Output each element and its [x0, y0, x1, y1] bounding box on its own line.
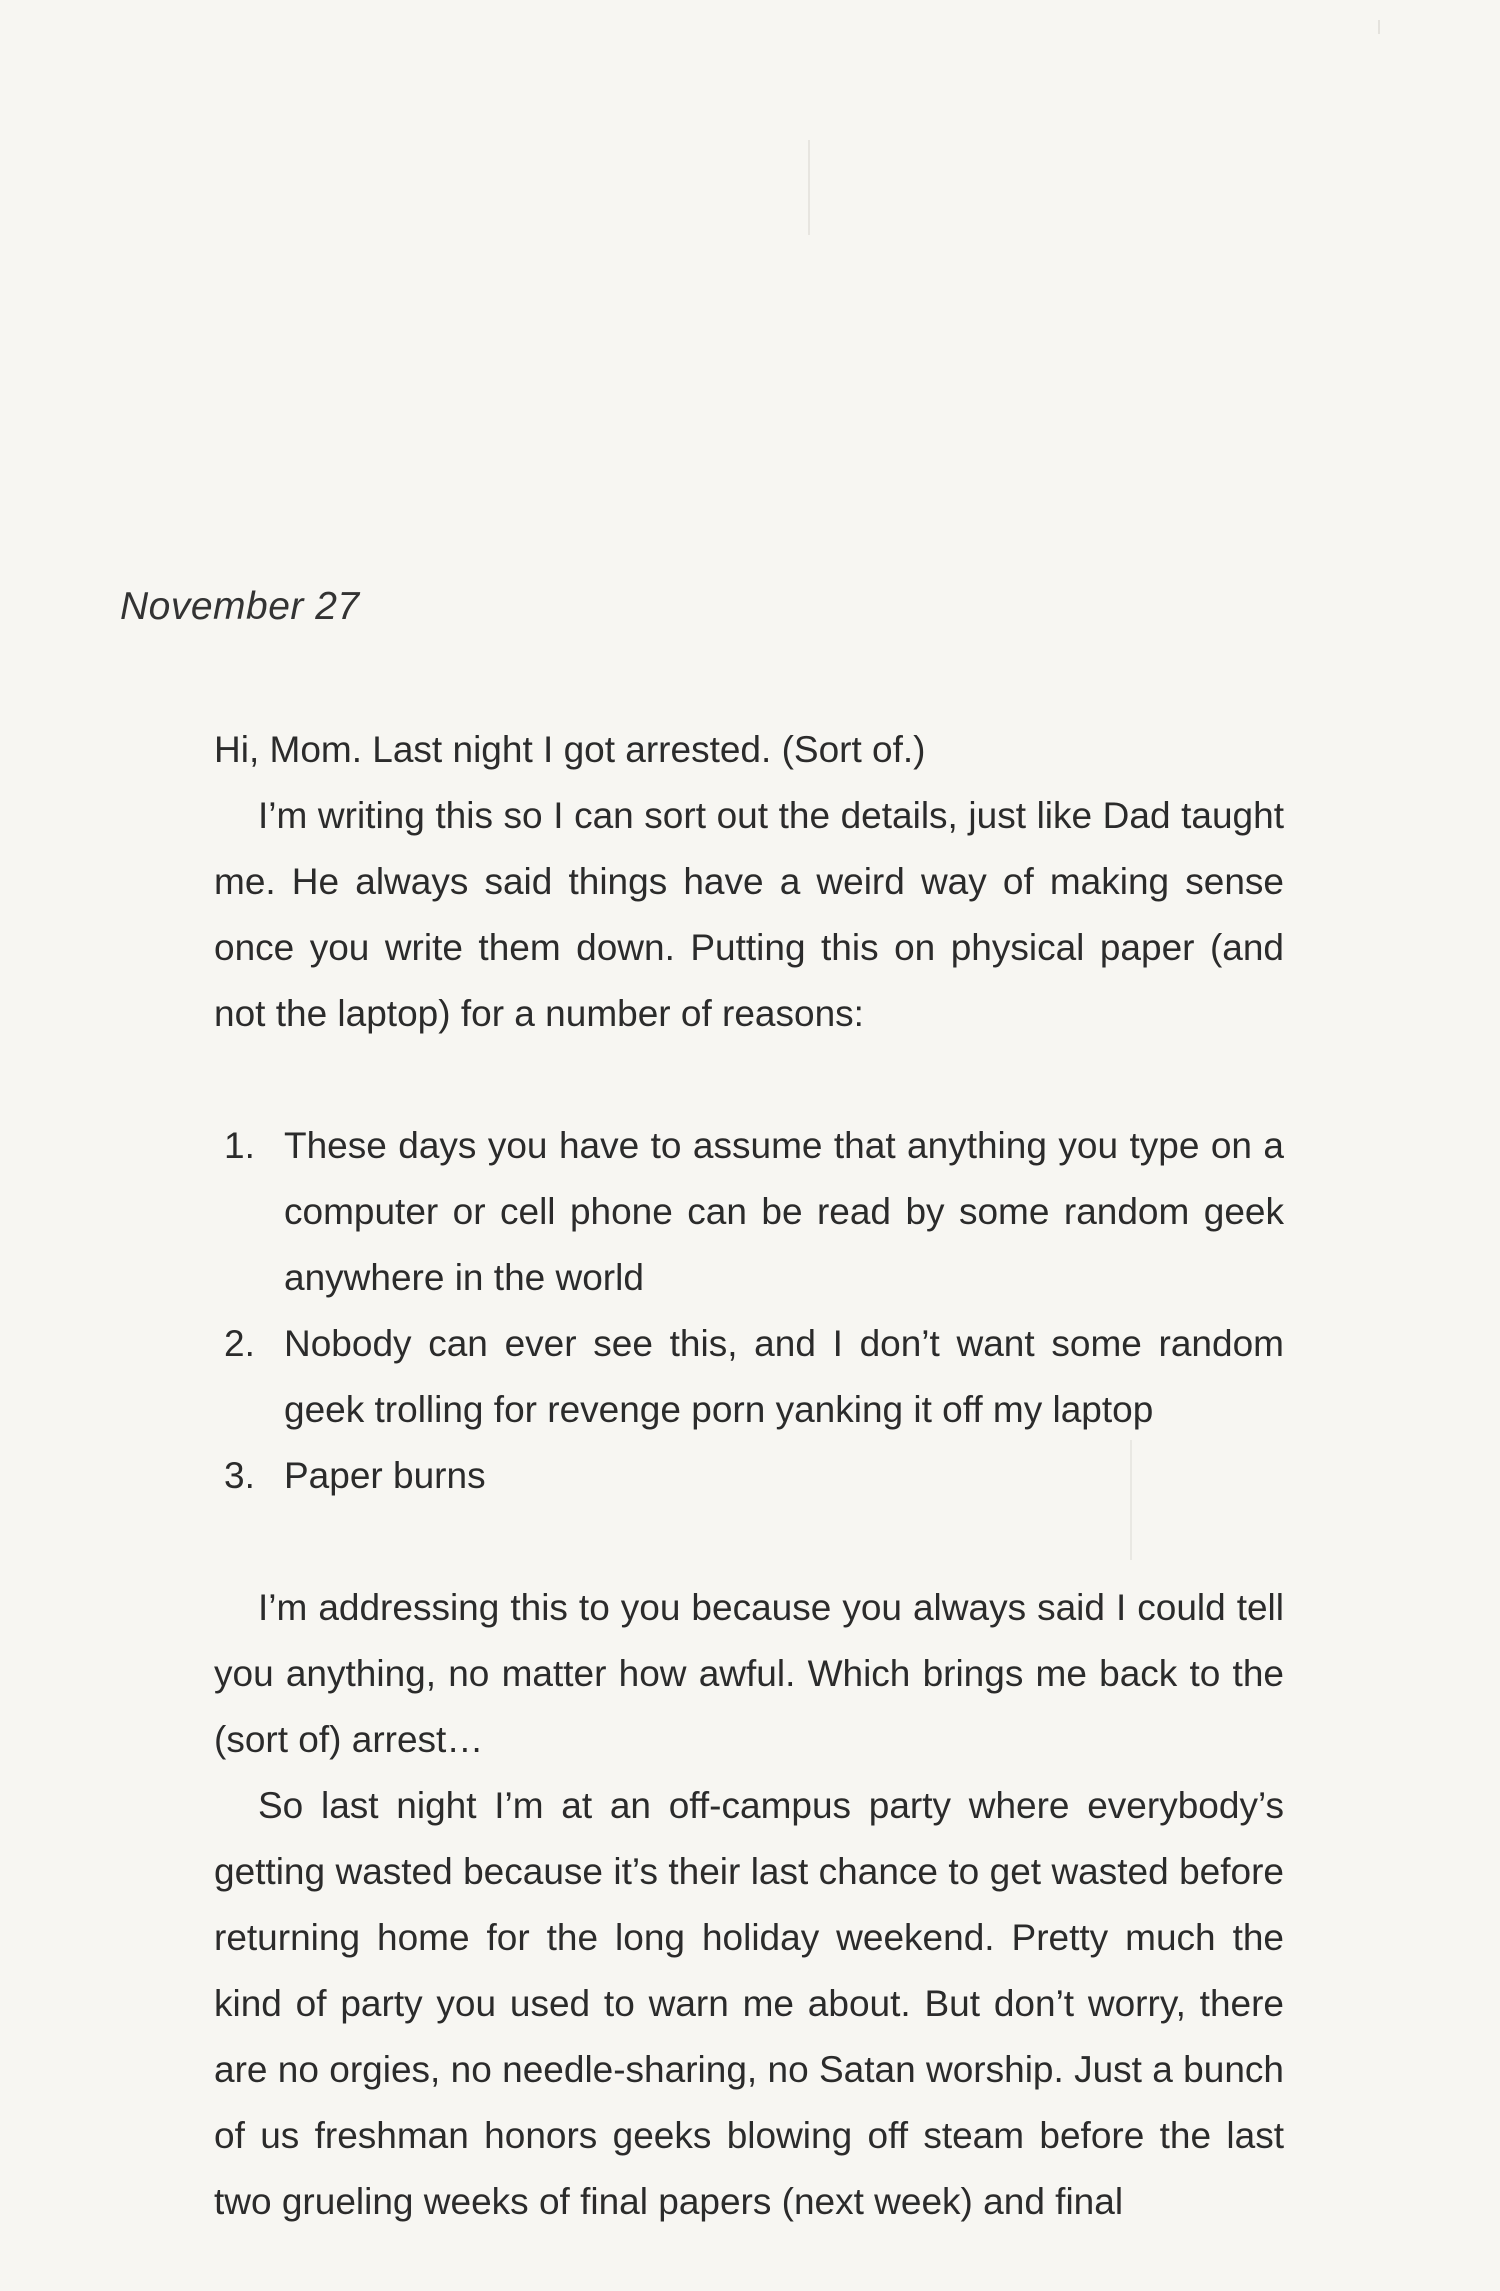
scan-mark — [808, 140, 810, 235]
list-number: 2. — [224, 1323, 255, 1364]
body-paragraph: I’m addressing this to you because you always said I could tell you anything, no matter how awful. Which brings me back to the (sort of) arrest… — [214, 1587, 1284, 1760]
list-item-text: Paper burns — [284, 1455, 486, 1496]
body-paragraph: So last night I’m at an off-campus party where everybody’s getting wasted because it’s their last chance to get wasted before returning home for the long holiday weekend. Pretty much the kind of party you used to warn me about. But don’t worry, there are no orgies, no needle-sharing, no Satan worship. Just a bunch of us freshman honors geeks blowing off steam before the last two grueling weeks of final papers (next week) and final — [214, 1785, 1284, 2222]
list-item — [214, 1443, 1284, 1509]
entry-date-heading: November 27 — [120, 585, 360, 628]
list-item — [214, 1311, 1284, 1443]
list-number: 1. — [224, 1125, 255, 1166]
scan-mark — [1130, 1440, 1132, 1560]
body-paragraph: I’m writing this so I can sort out the details, just like Dad taught me. He always said things have a weird way of making sense once you write them down. Putting this on physical paper (and not the laptop) for a number of reasons: — [214, 795, 1284, 1034]
list-number: 3. — [224, 1455, 255, 1496]
list-item-text: Nobody can ever see this, and I don’t want some random geek trolling for revenge porn yanking it off my laptop — [284, 1323, 1284, 1430]
scan-mark — [1378, 20, 1380, 34]
reasons-list — [214, 1113, 1284, 1509]
opening-paragraph: Hi, Mom. Last night I got arrested. (Sort of.) — [214, 729, 926, 770]
list-item — [214, 1113, 1284, 1311]
list-item-text: These days you have to assume that anything you type on a computer or cell phone can be read by some random geek anywhere in the world — [284, 1125, 1284, 1298]
entry-body — [214, 717, 1284, 2235]
